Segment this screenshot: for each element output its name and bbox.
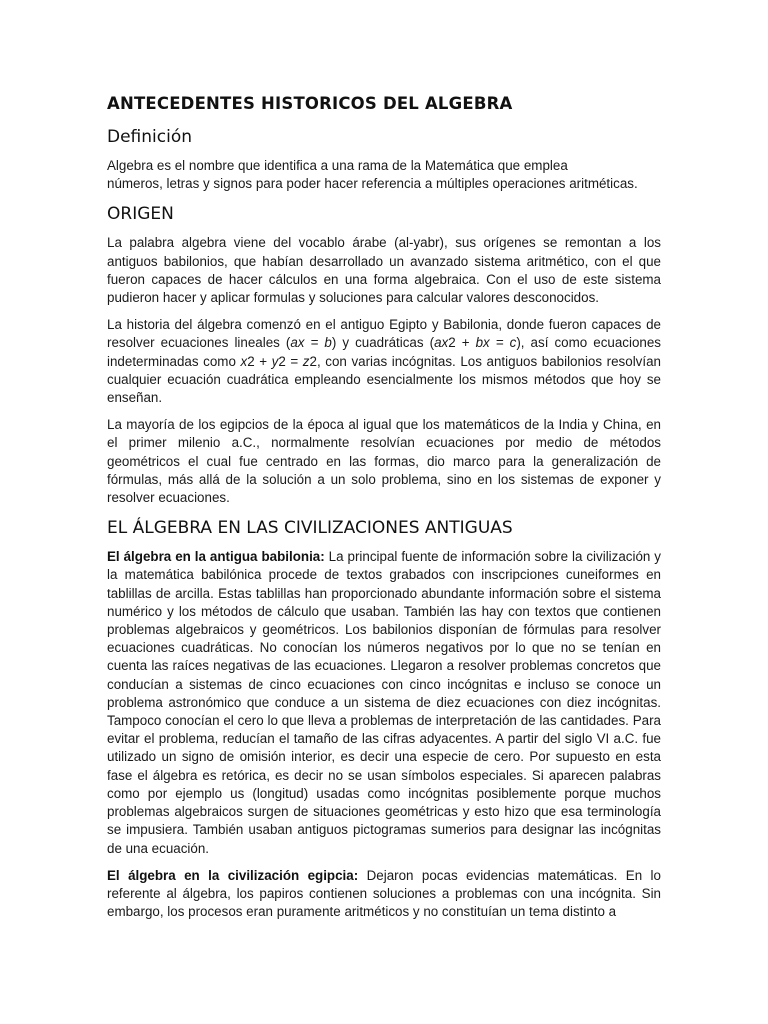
origin-heading: ORIGEN — [107, 204, 174, 225]
document-title: ANTECEDENTES HISTORICOS DEL ALGEBRA — [107, 94, 513, 113]
egipto-paragraph — [107, 867, 661, 922]
origin-paragraph-2: La historia del álgebra comenzó en el antiguo Egipto y Babilonia, donde fueron capaces de resolver ecuaciones lineales (ax = b) y cuadráticas (ax2 + bx = c), así como ecuaciones indeterminadas como x2 + y2 = z2, con varias incógnitas. Los antiguos babilonios resolvían cualquier ecuación cuadrática empleando esencialmente los mismos métodos que hoy se enseñan. — [107, 317, 661, 406]
equation-quadratic-a: ax — [434, 335, 449, 351]
definition-paragraph — [107, 157, 661, 193]
definition-line-2: números, letras y signos para poder hacer referencia a múltiples operaciones aritméticas. — [107, 176, 638, 192]
egipto-label: El álgebra en la civilización egipcia: — [107, 867, 359, 883]
definition-heading: Definición — [107, 127, 192, 147]
origin-paragraph-1: La palabra algebra viene del vocablo árabe (al-yabr), sus orígenes se remontan a los antiguos babilonios, que habían desarrollado un avanzado sistema aritmético, con el que fueron capaces de hacer cálculos en una forma algebraica. Con el uso de este sistema pudieron hacer y aplicar formulas y soluciones para calcular valores desconocidos. — [107, 235, 661, 306]
egipto-text: Dejaron pocas evidencias matemáticas. En lo referente al álgebra, los papiros contienen soluciones a problemas con una incógnita. Sin embargo, los procesos eran puramente aritméticos y no constituían un tema distinto a — [107, 867, 661, 920]
babilonia-text: La principal fuente de información sobre la civilización y la matemática babilónica procede de textos grabados con inscripciones cuneiformes en tablillas de arcilla. Estas tablillas han proporcionado abundante información sobre el sistema numérico y los métodos de cálculo que usaban. También las hay con textos que contienen problemas algebraicos y geométricos. Los babilonios disponían de fórmulas para resolver ecuaciones cuadráticas. No conocían los números negativos por lo que no se tenían en cuenta las raíces negativas de las ecuaciones. Llegaron a resolver problemas concretos que conducían a sistemas de cinco ecuaciones con cinco incógnitas e incluso se conoce un problema astronómico que conduce a un sistema de diez ecuaciones con diez incógnitas. Tampoco conocían el cero lo que lleva a problemas de interpretación de las cantidades. Para evitar el problema, reducían el tamaño de las cifras adyacentes. A partir del siglo VI a.C. fue utilizado un signo de omisión interior, es decir una especie de cero. Por supuesto en esta fase el álgebra es retórica, es decir no se usan símbolos especiales. Si aparecen palabras como por ejemplo us (longitud) usadas como incógnitas posiblemente porque muchos problemas algebraicos surgen de situaciones geométricas y esto hizo que esa terminología se impusiera. También usaban antiguos pictogramas sumerios para designar las incógnitas de una ecuación. — [107, 549, 661, 856]
origin-paragraph-3: La mayoría de los egipcios de la época al igual que los matemáticos de la India y China, en el primer milenio a.C., normalmente resolvían ecuaciones por medio de métodos geométricos el cual fue centrado en las formas, dio marco para la generalización de fórmulas, más allá de la solución a un solo problema, sino en los sistemas de exponer y resolver ecuaciones. — [107, 417, 661, 506]
equation-linear: ax = b — [290, 335, 332, 351]
document-page — [107, 92, 661, 930]
civilizations-heading: EL ÁLGEBRA EN LAS CIVILIZACIONES ANTIGUAS — [107, 518, 513, 539]
babilonia-label: El álgebra en la antigua babilonia: — [107, 549, 325, 565]
equation-quadratic-b: bx = c — [475, 335, 517, 351]
definition-line-1: Algebra es el nombre que identifica a una rama de la Matemática que emplea — [107, 158, 568, 173]
babilonia-paragraph — [107, 548, 661, 857]
